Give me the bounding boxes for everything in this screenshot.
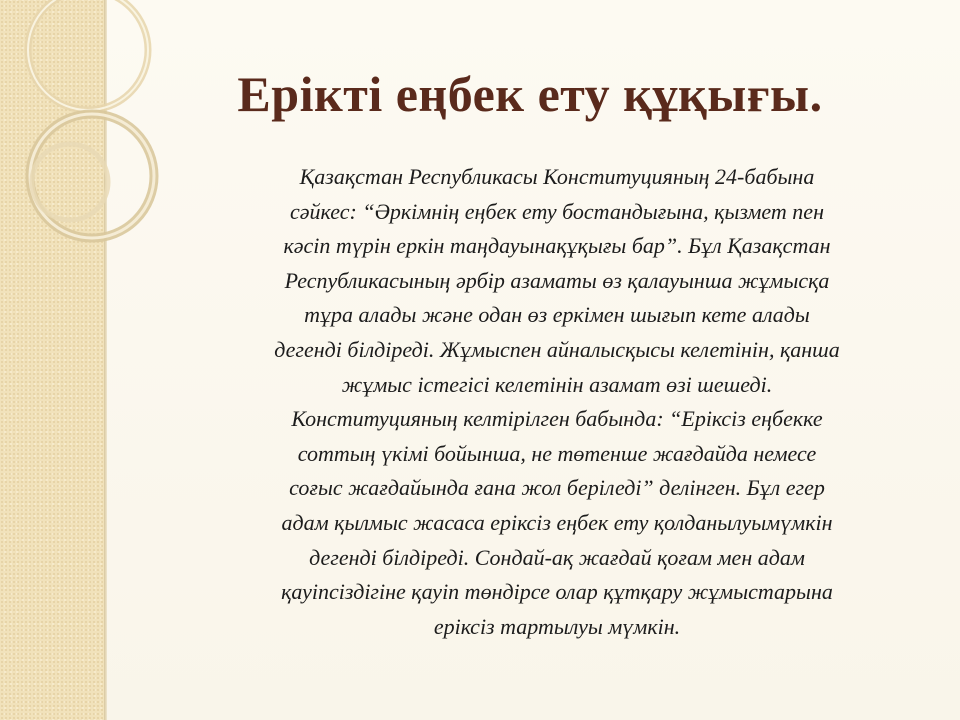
body-line: Республикасының әрбір азаматы өз қалауынша жұмысқа (284, 267, 830, 293)
body-line: дегенді білдіреді. Жұмыспен айналысқысы келетінін, қанша (274, 336, 840, 362)
body-line: сәйкес: “Әркімнің еңбек ету бостандығына, қызмет пен (290, 198, 824, 224)
body-line: адам қылмыс жасаса еріксіз еңбек ету қолданылуымүмкін (281, 509, 833, 535)
body-line: Конституцияның келтірілген бабында: “Еріксіз еңбекке (291, 406, 823, 432)
body-line: дегенді білдіреді. Сондай-ақ жағдай қоғам мен адам (309, 544, 805, 570)
body-line: қауіпсіздігіне қауіп төндірсе олар құтқару жұмыстарына (281, 579, 833, 605)
body-line: кәсіп түрін еркін таңдауынақұқығы бар”. Бұл Қазақстан (283, 233, 831, 259)
body-line: Қазақстан Республикасы Конституцияның 24-бабына (299, 164, 815, 189)
body-line: соттың үкімі бойынша, не төтенше жағдайда немесе (297, 440, 817, 466)
decorative-rings (0, 0, 140, 260)
body-line: еріксіз тартылуы мүмкін. (433, 613, 681, 639)
body-line: соғыс жағдайында ғана жол беріледі” делінген. Бұл егер (289, 475, 825, 501)
body-line: жұмыс істегісі келетінін азамат өзі шешеді. (341, 371, 773, 397)
body-line: тұра алады және одан өз еркімен шығып кете алады (304, 302, 810, 328)
slide-title: Ерікті еңбек ету құқығы. (237, 66, 823, 122)
body-paragraph (186, 160, 928, 644)
